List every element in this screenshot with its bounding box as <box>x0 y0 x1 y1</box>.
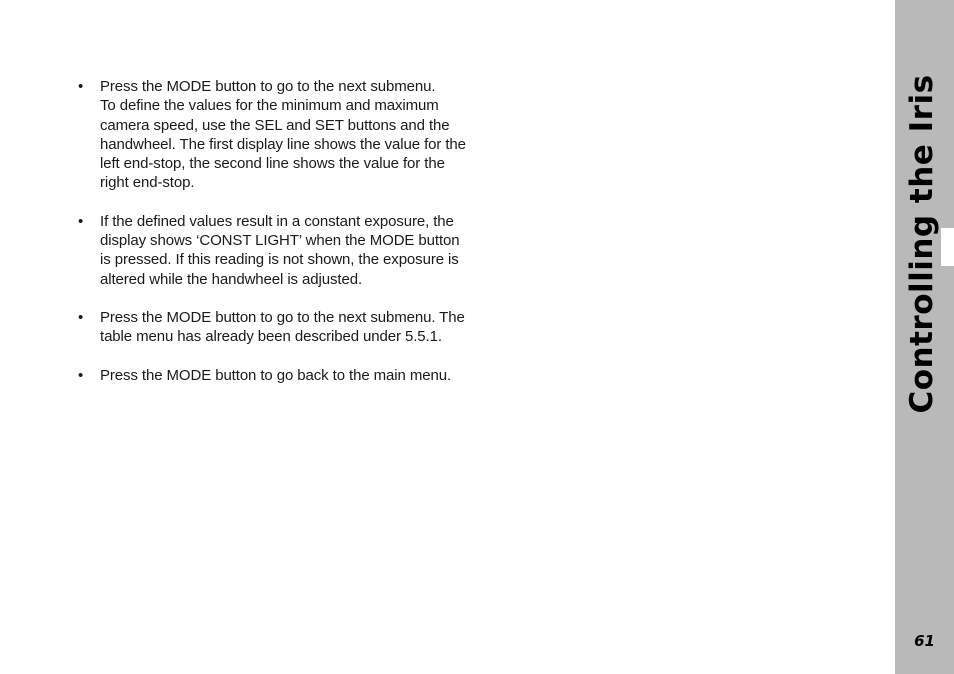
bullet-marker: • <box>78 308 84 326</box>
bullet-paragraph: Press the MODE button to go to the next submenu. <box>100 78 436 95</box>
bullet-item <box>78 77 473 193</box>
bullet-marker: • <box>78 78 84 95</box>
chapter-title: Controlling the Iris <box>904 74 940 414</box>
bullet-marker: • <box>78 212 84 230</box>
bullet-item <box>78 366 473 385</box>
bullet-text <box>100 212 473 289</box>
page-number: 61 <box>914 632 935 650</box>
body-content <box>78 77 473 404</box>
bullet-paragraph: If the defined values result in a constant exposure, the display shows ‘CONST LIGHT’ when the MODE button is pressed. If this reading is not shown, the exposure is altered while the handwheel is adjusted. <box>100 212 460 288</box>
bullet-item <box>78 212 473 289</box>
bullet-paragraph: To define the values for the minimum and maximum camera speed, use the SEL and SET buttons and the handwheel. The first display line shows the value for the left end-stop, the second line shows the value for the right end-stop. <box>100 97 466 192</box>
bullet-paragraph: Press the MODE button to go back to the main menu. <box>100 366 452 384</box>
bullet-item <box>78 308 473 347</box>
bullet-text <box>100 366 451 385</box>
chapter-tab-marker <box>941 228 954 266</box>
bullet-marker: • <box>78 366 84 384</box>
bullet-text <box>100 77 473 193</box>
bullet-paragraph: Press the MODE button to go to the next submenu. The table menu has already been described under 5.5.1. <box>100 308 465 346</box>
bullet-text <box>100 308 473 347</box>
